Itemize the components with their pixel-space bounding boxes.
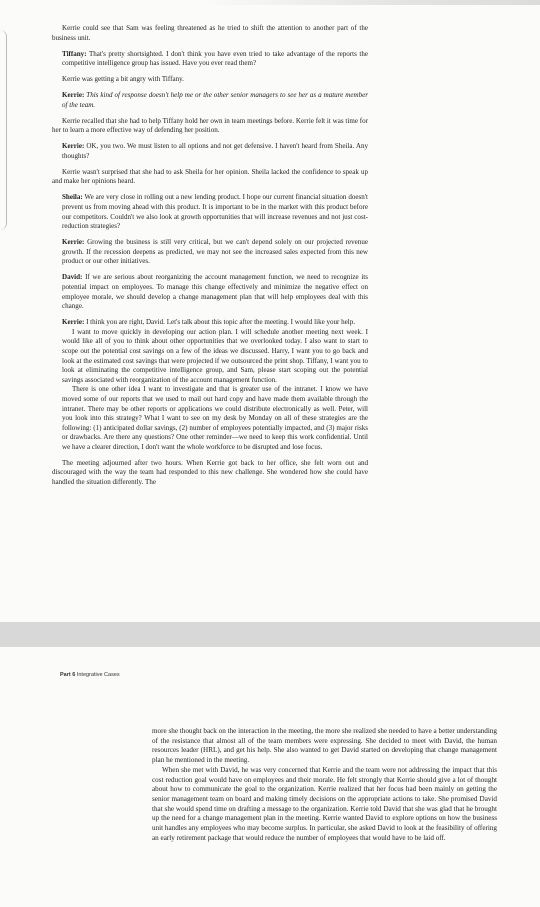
dialogue-text: I think you are right, David. Let's talk about this topic after the meeting. I would like your help. xyxy=(86,318,356,327)
dialogue-text: This kind of response doesn't help me or the other senior managers to see her as a mature member of the team. xyxy=(62,91,368,109)
dialogue-text: That's pretty shortsighted. I don't think you have even tried to take advantage of the reports the competitive intelligence group has issued. Have you ever read them? xyxy=(62,49,369,68)
dialogue-continuation: I want to move quickly in developing our action plan. I will schedule another meeting next week. I would like all of you to think about other opportunities that we overlooked today. I also want to start to scope out the potential cost savings on a few of the ideas we discussed. Harry, I want you to go back and look at the estimated cost savings that were projected if we outsourced the print shop. Tiffany, I want you to look at eliminating the competitive intelligence group, and Sam, please start scoping out the potential savings associated with reorganization of the account management function. xyxy=(62,327,368,384)
dialogue-kerrie xyxy=(52,142,368,161)
page-curl xyxy=(0,30,7,230)
page-one-text xyxy=(52,24,368,494)
part-number: Part 6 xyxy=(60,672,76,678)
part-title: Integrative Cases xyxy=(76,672,120,678)
narration-paragraph: Kerrie could see that Sam was feeling threatened as he tried to shift the attention to another part of the business unit. xyxy=(52,24,368,42)
narration-paragraph: Kerrie recalled that she had to help Tiffany hold her own in team meetings before. Kerrie felt it was time for her to learn a more effective way of defending her position. xyxy=(52,116,368,135)
running-header xyxy=(60,672,120,678)
speaker-label: Kerrie: xyxy=(62,238,85,247)
narration-paragraph: Kerrie was getting a bit angry with Tiffany. xyxy=(62,75,184,84)
narration-paragraph: Kerrie wasn't surprised that she had to ask Sheila for her opinion. Sheila lacked the confidence to speak up and make her opinions heard. xyxy=(52,167,368,186)
dialogue-tiffany xyxy=(52,50,368,69)
dialogue-kerrie xyxy=(52,91,368,110)
dialogue-text: Growing the business is still very critical, but we can't depend solely on our projected revenue growth. If the recession deepens as predicted, we may not see the increased sales expected from this new product or our other initiatives. xyxy=(62,238,368,266)
dialogue-continuation: There is one other idea I want to investigate and that is greater use of the intranet. I know we have moved some of our reports that we used to mail out hard copy and have made them available through the intranet. There may be other reports or applications we could distribute electronically as well. Peter, will you look into this strategy? What I want to see on my desk by Monday on all of these strategies are the following: (1) anticipated dollar savings, (2) number of employees potentially impacted, and (3) major risks or drawbacks. Are there any questions? One other reminder—we need to keep this work confidential. Until we have a clearer direction, I don't want the whole workforce to be disrupted and lose focus. xyxy=(62,385,368,451)
dialogue-text: If we are serious about reorganizing the account management function, we need to recognize its potential impact on employees. To manage this change effectively and minimize the negative effect on employee morale, we should develop a change management plan that will help employees deal with this change. xyxy=(62,273,369,311)
speaker-label: David: xyxy=(62,273,83,282)
speaker-label: Kerrie: xyxy=(62,318,85,327)
speaker-label: Kerrie: xyxy=(62,142,85,151)
dialogue-sheila xyxy=(52,193,368,231)
speaker-label: Tiffany: xyxy=(62,49,87,58)
dialogue-david xyxy=(52,273,368,311)
page-shadow xyxy=(200,0,540,5)
body-paragraph: more she thought back on the interaction in the meeting, the more she realized she needed to have a better understanding of the resistance that almost all of the team members were expressing. She decided to meet with David, the human resources leader (HRL), and get his help. She also wanted to get David started on developing that change management plan he mentioned in the meeting. xyxy=(152,727,497,765)
dialogue-text: We are very close in rolling out a new lending product. I hope our current financial situation doesn't prevent us from moving ahead with this product. It is important to be in the market with this product before our competitors. Couldn't we also look at growth opportunities that will increase revenues and not just cost-reduction strategies? xyxy=(62,193,368,231)
narration-paragraph: The meeting adjourned after two hours. When Kerrie got back to her office, she felt worn out and discouraged with the way the team had responded to this new challenge. She wondered how she could have handled the situation differently. The xyxy=(52,458,368,487)
speaker-label: Sheila: xyxy=(62,193,83,202)
body-paragraph: When she met with David, he was very concerned that Kerrie and the team were not addressing the impact that this cost reduction goal would have on employees and their morale. He felt strongly that Kerrie should give a lot of thought about how to communicate the goal to the organization. Kerrie realized that her focus had been mainly on getting the senior management team on board and making timely decisions on the appropriate actions to take. She promised David that she would spend time on drafting a message to the organization. Kerrie told David that she was glad that he brought up the need for a change management plan in the meeting. Kerrie wanted David to explore options on how the business unit handles any employees who may become surplus. In particular, she asked David to look at the feasibility of offering an early retirement package that would reduce the number of employees that would have to be laid off. xyxy=(152,765,497,842)
page-two-text xyxy=(152,727,497,843)
dialogue-kerrie xyxy=(52,238,368,267)
speaker-label: Kerrie: xyxy=(62,91,85,100)
page-two xyxy=(0,647,540,907)
dialogue-kerrie xyxy=(52,318,368,328)
dialogue-text: OK, you two. We must listen to all options and not get defensive. I haven't heard from Sheila. Any thoughts? xyxy=(62,142,369,160)
